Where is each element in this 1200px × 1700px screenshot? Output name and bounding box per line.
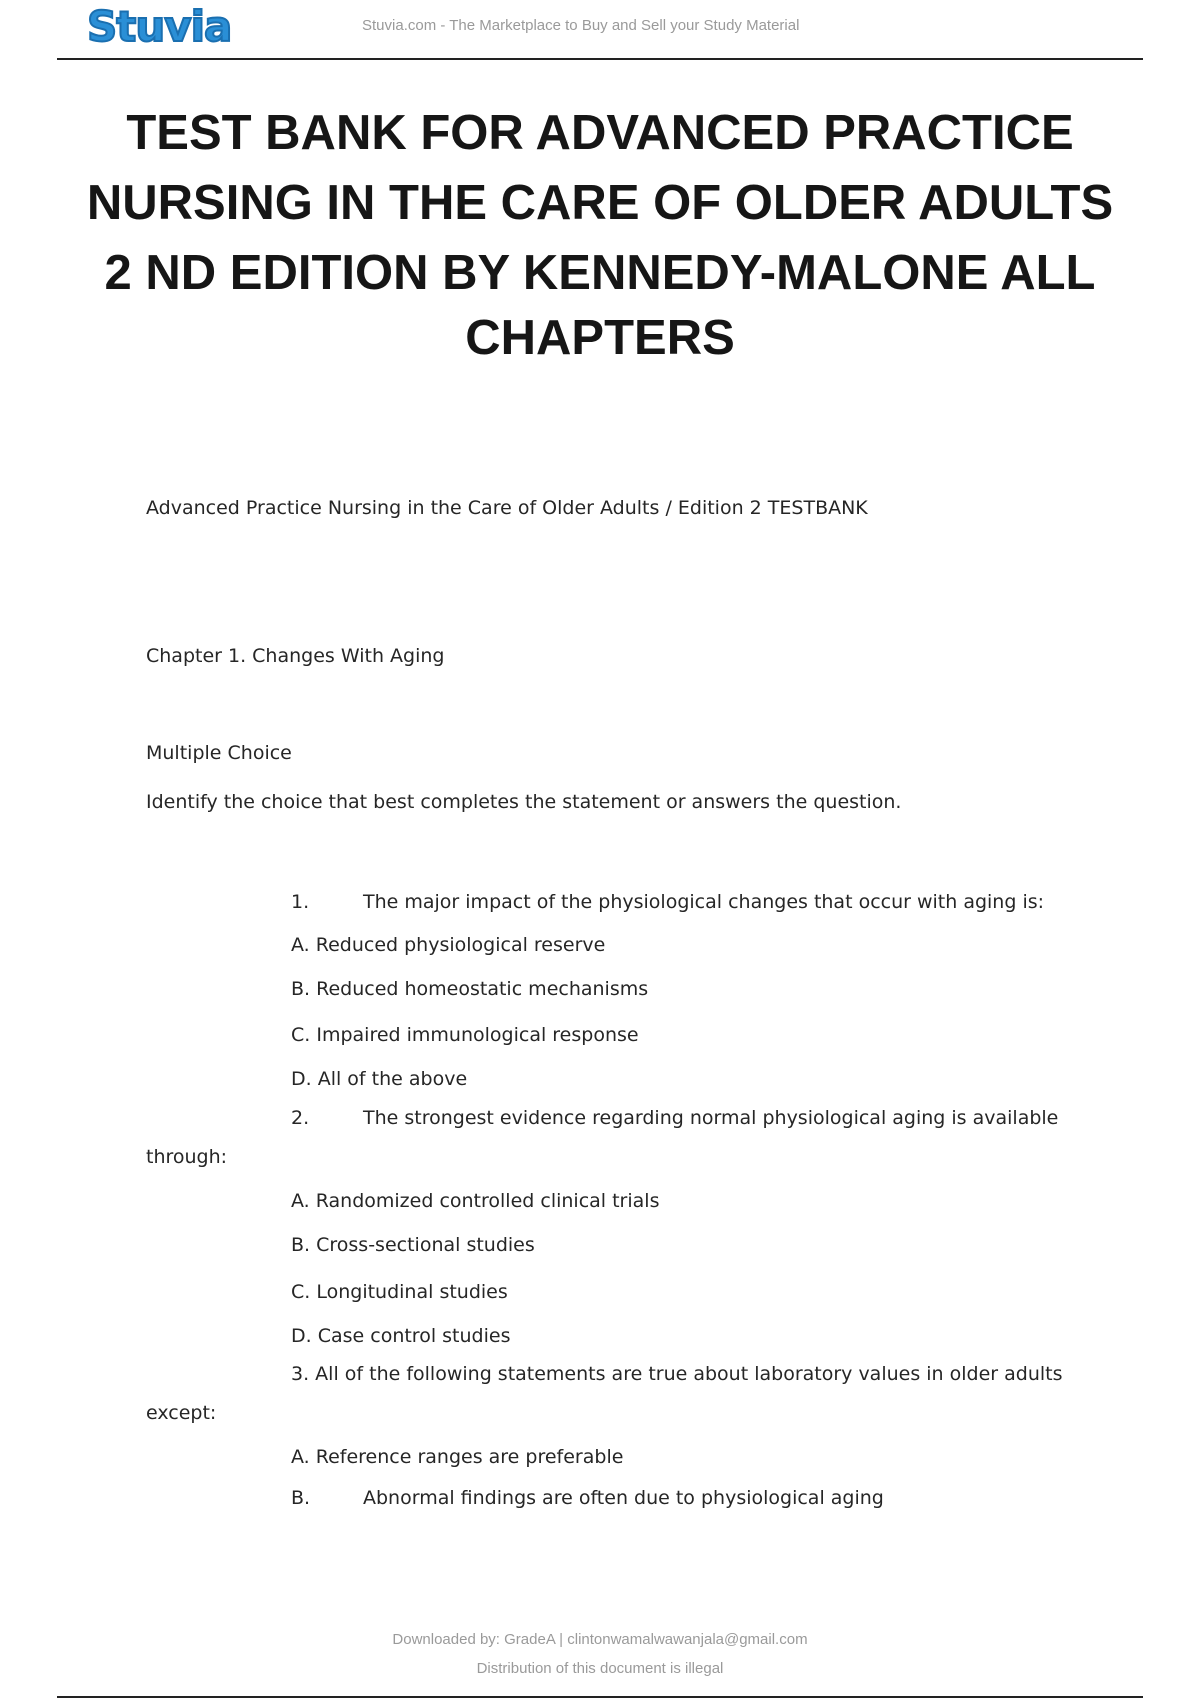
title-line: CHAPTERS (465, 311, 735, 365)
question-number: 2. (291, 1107, 310, 1129)
answer-option: A. Reference ranges are preferable (291, 1446, 624, 1468)
footer-distribution-notice: Distribution of this document is illegal (476, 1660, 724, 1677)
stuvia-logo[interactable] (87, 4, 231, 50)
header-tagline: Stuvia.com - The Marketplace to Buy and Sell your Study Material (362, 17, 800, 34)
answer-option: C. Impaired immunological response (291, 1024, 639, 1046)
title-line: TEST BANK FOR ADVANCED PRACTICE (126, 106, 1074, 160)
answer-option: B. Cross-sectional studies (291, 1234, 535, 1256)
question-stem: The strongest evidence regarding normal physiological aging is available (363, 1107, 1059, 1129)
answer-option: A. Randomized controlled clinical trials (291, 1190, 660, 1212)
question-number: 1. (291, 891, 310, 913)
answer-option: C. Longitudinal studies (291, 1281, 508, 1303)
chapter-heading: Chapter 1. Changes With Aging (146, 645, 445, 667)
question-stem: The major impact of the physiological changes that occur with aging is: (363, 891, 1045, 913)
answer-option-letter: B. (291, 1487, 311, 1509)
answer-option: B. Reduced homeostatic mechanisms (291, 978, 649, 1000)
answer-option: D. Case control studies (291, 1325, 511, 1347)
footer-downloaded-by: Downloaded by: GradeA | clintonwamalwawanjala@gmail.com (392, 1631, 808, 1648)
answer-option: A. Reduced physiological reserve (291, 934, 606, 956)
document-title (60, 98, 1140, 368)
logo-text: Stuvia (87, 2, 232, 51)
question-stem-wrap: through: (146, 1146, 228, 1168)
title-line: 2 ND EDITION BY KENNEDY-MALONE ALL (104, 246, 1096, 300)
footer-divider (57, 1696, 1143, 1698)
title-line: NURSING IN THE CARE OF OLDER ADULTS (86, 176, 1114, 230)
section-heading: Multiple Choice (146, 742, 292, 764)
question-stem: 3. All of the following statements are true about laboratory values in older adults (291, 1363, 1063, 1385)
answer-option: Abnormal findings are often due to physiological aging (363, 1487, 884, 1509)
page-header (57, 0, 1143, 60)
answer-option: D. All of the above (291, 1068, 468, 1090)
document-subtitle: Advanced Practice Nursing in the Care of Older Adults / Edition 2 TESTBANK (146, 497, 868, 519)
instructions: Identify the choice that best completes the statement or answers the question. (146, 791, 902, 813)
question-stem-wrap: except: (146, 1402, 217, 1424)
